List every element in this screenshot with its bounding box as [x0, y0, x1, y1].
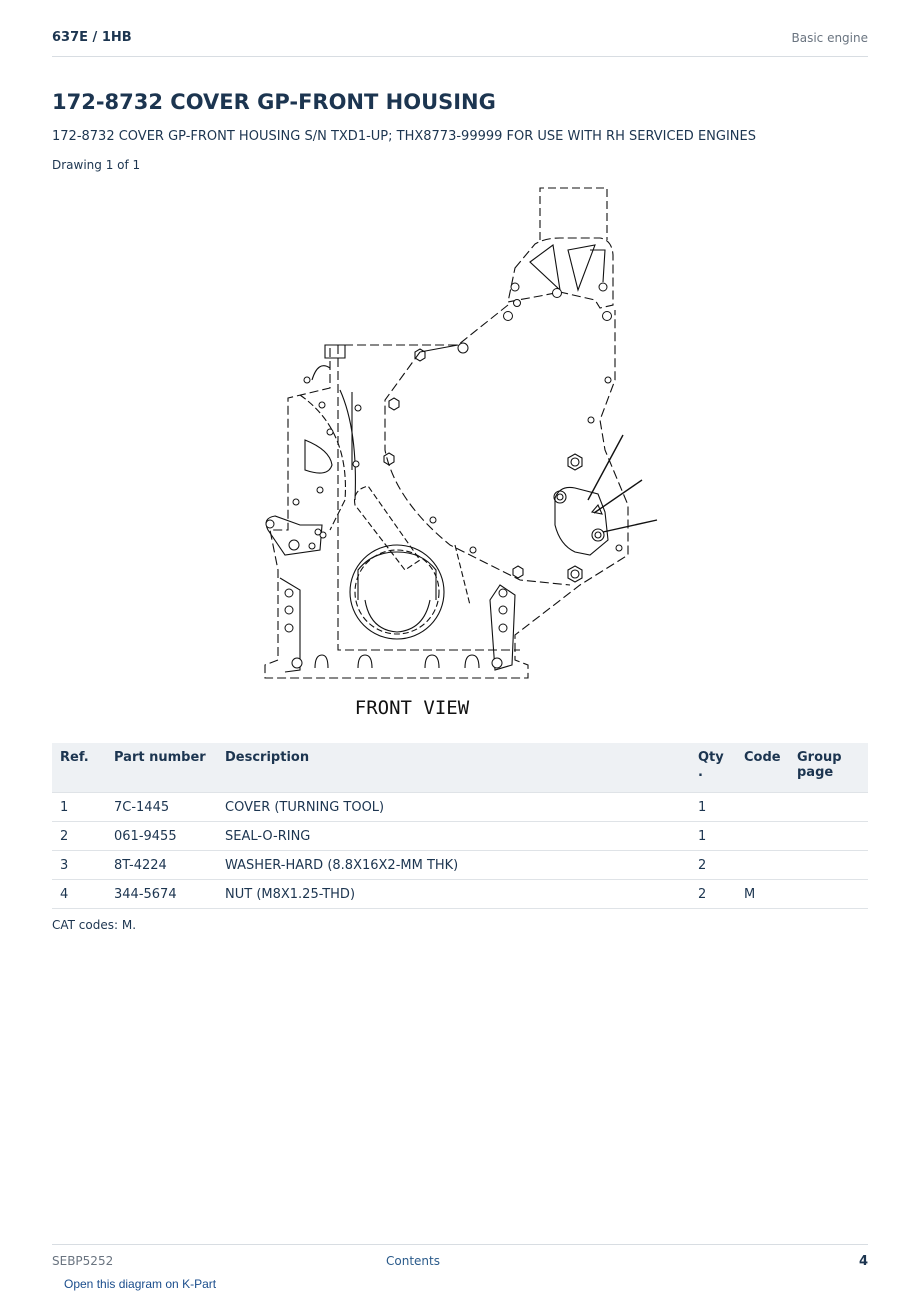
cell-qty: 1: [690, 822, 736, 851]
col-ref-header: Ref.: [52, 743, 106, 793]
col-group-page-header: Group page: [789, 743, 868, 793]
cell-part-number: 7C-1445: [106, 793, 217, 822]
drawing-label: Drawing 1 of 1: [52, 158, 141, 172]
parts-table: [52, 743, 868, 909]
table-row: [52, 793, 868, 822]
col-description-header: Description: [217, 743, 690, 793]
model-label: 637E / 1HB: [52, 30, 132, 45]
drawing-caption: FRONT VIEW: [354, 697, 470, 719]
cell-group-page: [789, 793, 868, 822]
cell-description: WASHER-HARD (8.8X16X2-MM THK): [217, 851, 690, 880]
document-number: SEBP5252: [52, 1254, 114, 1268]
cell-qty: 2: [690, 880, 736, 909]
col-part-number-header: Part number: [106, 743, 217, 793]
page-subtitle: 172-8732 COVER GP-FRONT HOUSING S/N TXD1-UP; THX8773-99999 FOR USE WITH RH SERVICED ENGINES: [52, 129, 756, 144]
page-title: 172-8732 COVER GP-FRONT HOUSING: [52, 90, 496, 114]
cell-code: [736, 851, 789, 880]
cell-part-number: 061-9455: [106, 822, 217, 851]
page-header: [52, 28, 868, 57]
cell-qty: 2: [690, 851, 736, 880]
cell-code: M: [736, 880, 789, 909]
cell-group-page: [789, 851, 868, 880]
cell-code: [736, 822, 789, 851]
cell-part-number: 344-5674: [106, 880, 217, 909]
table-header-row: [52, 743, 868, 793]
contents-link[interactable]: Contents: [386, 1254, 440, 1268]
front-housing-drawing: [250, 180, 670, 725]
cell-qty: 1: [690, 793, 736, 822]
cat-codes-note: CAT codes: M.: [52, 918, 137, 932]
section-label: Basic engine: [791, 31, 868, 45]
cell-part-number: 8T-4224: [106, 851, 217, 880]
col-qty-header: Qty .: [690, 743, 736, 793]
page-footer: [52, 1244, 868, 1275]
cell-code: [736, 793, 789, 822]
cell-description: SEAL-O-RING: [217, 822, 690, 851]
cell-group-page: [789, 880, 868, 909]
cell-ref: 4: [52, 880, 106, 909]
open-kpart-link[interactable]: Open this diagram on K-Part: [64, 1277, 217, 1291]
table-row: [52, 880, 868, 909]
table-row: [52, 822, 868, 851]
cell-ref: 1: [52, 793, 106, 822]
cell-ref: 3: [52, 851, 106, 880]
cell-description: COVER (TURNING TOOL): [217, 793, 690, 822]
cell-ref: 2: [52, 822, 106, 851]
cell-description: NUT (M8X1.25-THD): [217, 880, 690, 909]
col-code-header: Code: [736, 743, 789, 793]
page-number: 4: [858, 1254, 868, 1269]
table-row: [52, 851, 868, 880]
cell-group-page: [789, 822, 868, 851]
